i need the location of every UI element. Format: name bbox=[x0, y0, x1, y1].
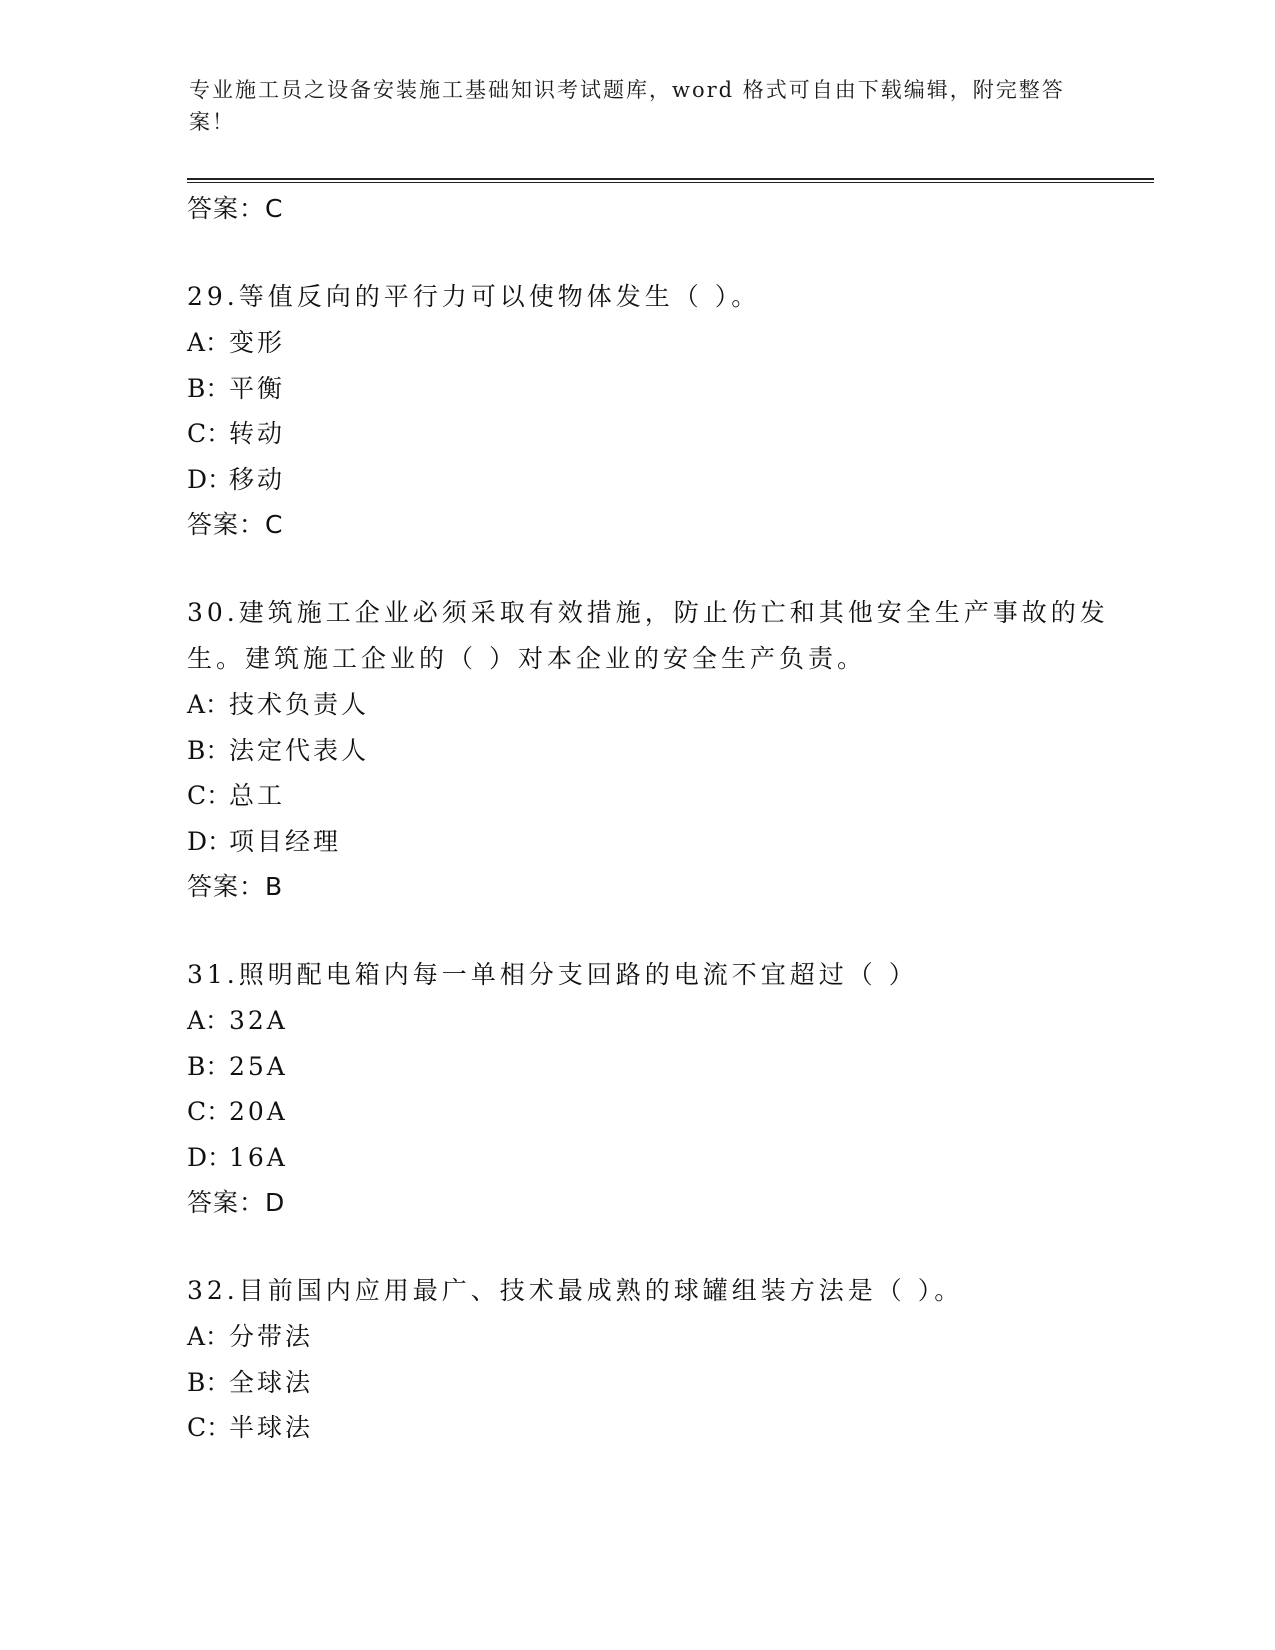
option-key: A： bbox=[187, 1006, 231, 1035]
option-key: D： bbox=[187, 464, 233, 494]
question-29 bbox=[187, 274, 1127, 548]
option-text: 16A bbox=[229, 1142, 288, 1172]
question-32 bbox=[187, 1268, 1127, 1451]
answer-line: 答案：B bbox=[187, 872, 284, 901]
option-text: 半球法 bbox=[229, 1413, 314, 1442]
option-key: A： bbox=[187, 328, 231, 357]
answer-line: 答案：C bbox=[187, 510, 284, 539]
option-text: 变形 bbox=[229, 328, 286, 357]
option-key: A： bbox=[187, 1322, 231, 1351]
option-c bbox=[187, 1405, 1127, 1451]
document-header: 专业施工员之设备安装施工基础知识考试题库，word 格式可自由下载编辑，附完整答案！ bbox=[189, 78, 1065, 134]
option-b bbox=[187, 1360, 1127, 1406]
option-text: 32A bbox=[229, 1006, 288, 1035]
option-b bbox=[187, 366, 1127, 412]
option-b bbox=[187, 1044, 1127, 1090]
option-c bbox=[187, 411, 1127, 457]
option-text: 分带法 bbox=[229, 1322, 314, 1351]
option-a bbox=[187, 320, 1127, 366]
question-text: 29.等值反向的平行力可以使物体发生（ ）。 bbox=[187, 282, 761, 311]
option-d bbox=[187, 457, 1127, 503]
question-text: 31.照明配电箱内每一单相分支回路的电流不宜超过（ ） bbox=[187, 960, 918, 989]
option-key: B： bbox=[187, 1367, 231, 1397]
option-a bbox=[187, 1314, 1127, 1360]
option-text: 总工 bbox=[229, 781, 286, 810]
option-text: 项目经理 bbox=[229, 826, 342, 856]
option-b bbox=[187, 728, 1127, 774]
option-key: B： bbox=[187, 1051, 231, 1081]
option-key: D： bbox=[187, 1142, 233, 1172]
option-key: B： bbox=[187, 735, 231, 765]
option-text: 平衡 bbox=[229, 373, 286, 403]
answer-line: 答案：C bbox=[187, 194, 284, 223]
option-text: 20A bbox=[229, 1097, 288, 1126]
option-text: 技术负责人 bbox=[229, 690, 370, 719]
question-list bbox=[187, 186, 1127, 1451]
question-text: 30.建筑施工企业必须采取有效措施，防止伤亡和其他安全生产事故的发生。建筑施工企业的（ ）对本企业的安全生产负责。 bbox=[187, 598, 1109, 673]
option-a bbox=[187, 998, 1127, 1044]
option-text: 全球法 bbox=[229, 1367, 314, 1397]
option-key: C： bbox=[187, 781, 232, 810]
question-text: 32.目前国内应用最广、技术最成熟的球罐组装方法是（ ）。 bbox=[187, 1276, 964, 1305]
question-30 bbox=[187, 590, 1127, 910]
option-text: 25A bbox=[229, 1051, 288, 1081]
option-d bbox=[187, 819, 1127, 865]
option-key: D： bbox=[187, 826, 233, 856]
option-key: A： bbox=[187, 690, 231, 719]
header-divider bbox=[187, 178, 1154, 183]
option-text: 转动 bbox=[229, 419, 286, 448]
answer-line: 答案：D bbox=[187, 1188, 286, 1217]
option-key: C： bbox=[187, 1097, 232, 1126]
option-text: 法定代表人 bbox=[229, 735, 370, 765]
question-31 bbox=[187, 952, 1127, 1226]
option-key: C： bbox=[187, 1413, 232, 1442]
option-c bbox=[187, 1089, 1127, 1135]
option-d bbox=[187, 1135, 1127, 1181]
option-a bbox=[187, 682, 1127, 728]
option-c bbox=[187, 773, 1127, 819]
option-key: C： bbox=[187, 419, 232, 448]
option-text: 移动 bbox=[229, 464, 286, 494]
option-key: B： bbox=[187, 373, 231, 403]
